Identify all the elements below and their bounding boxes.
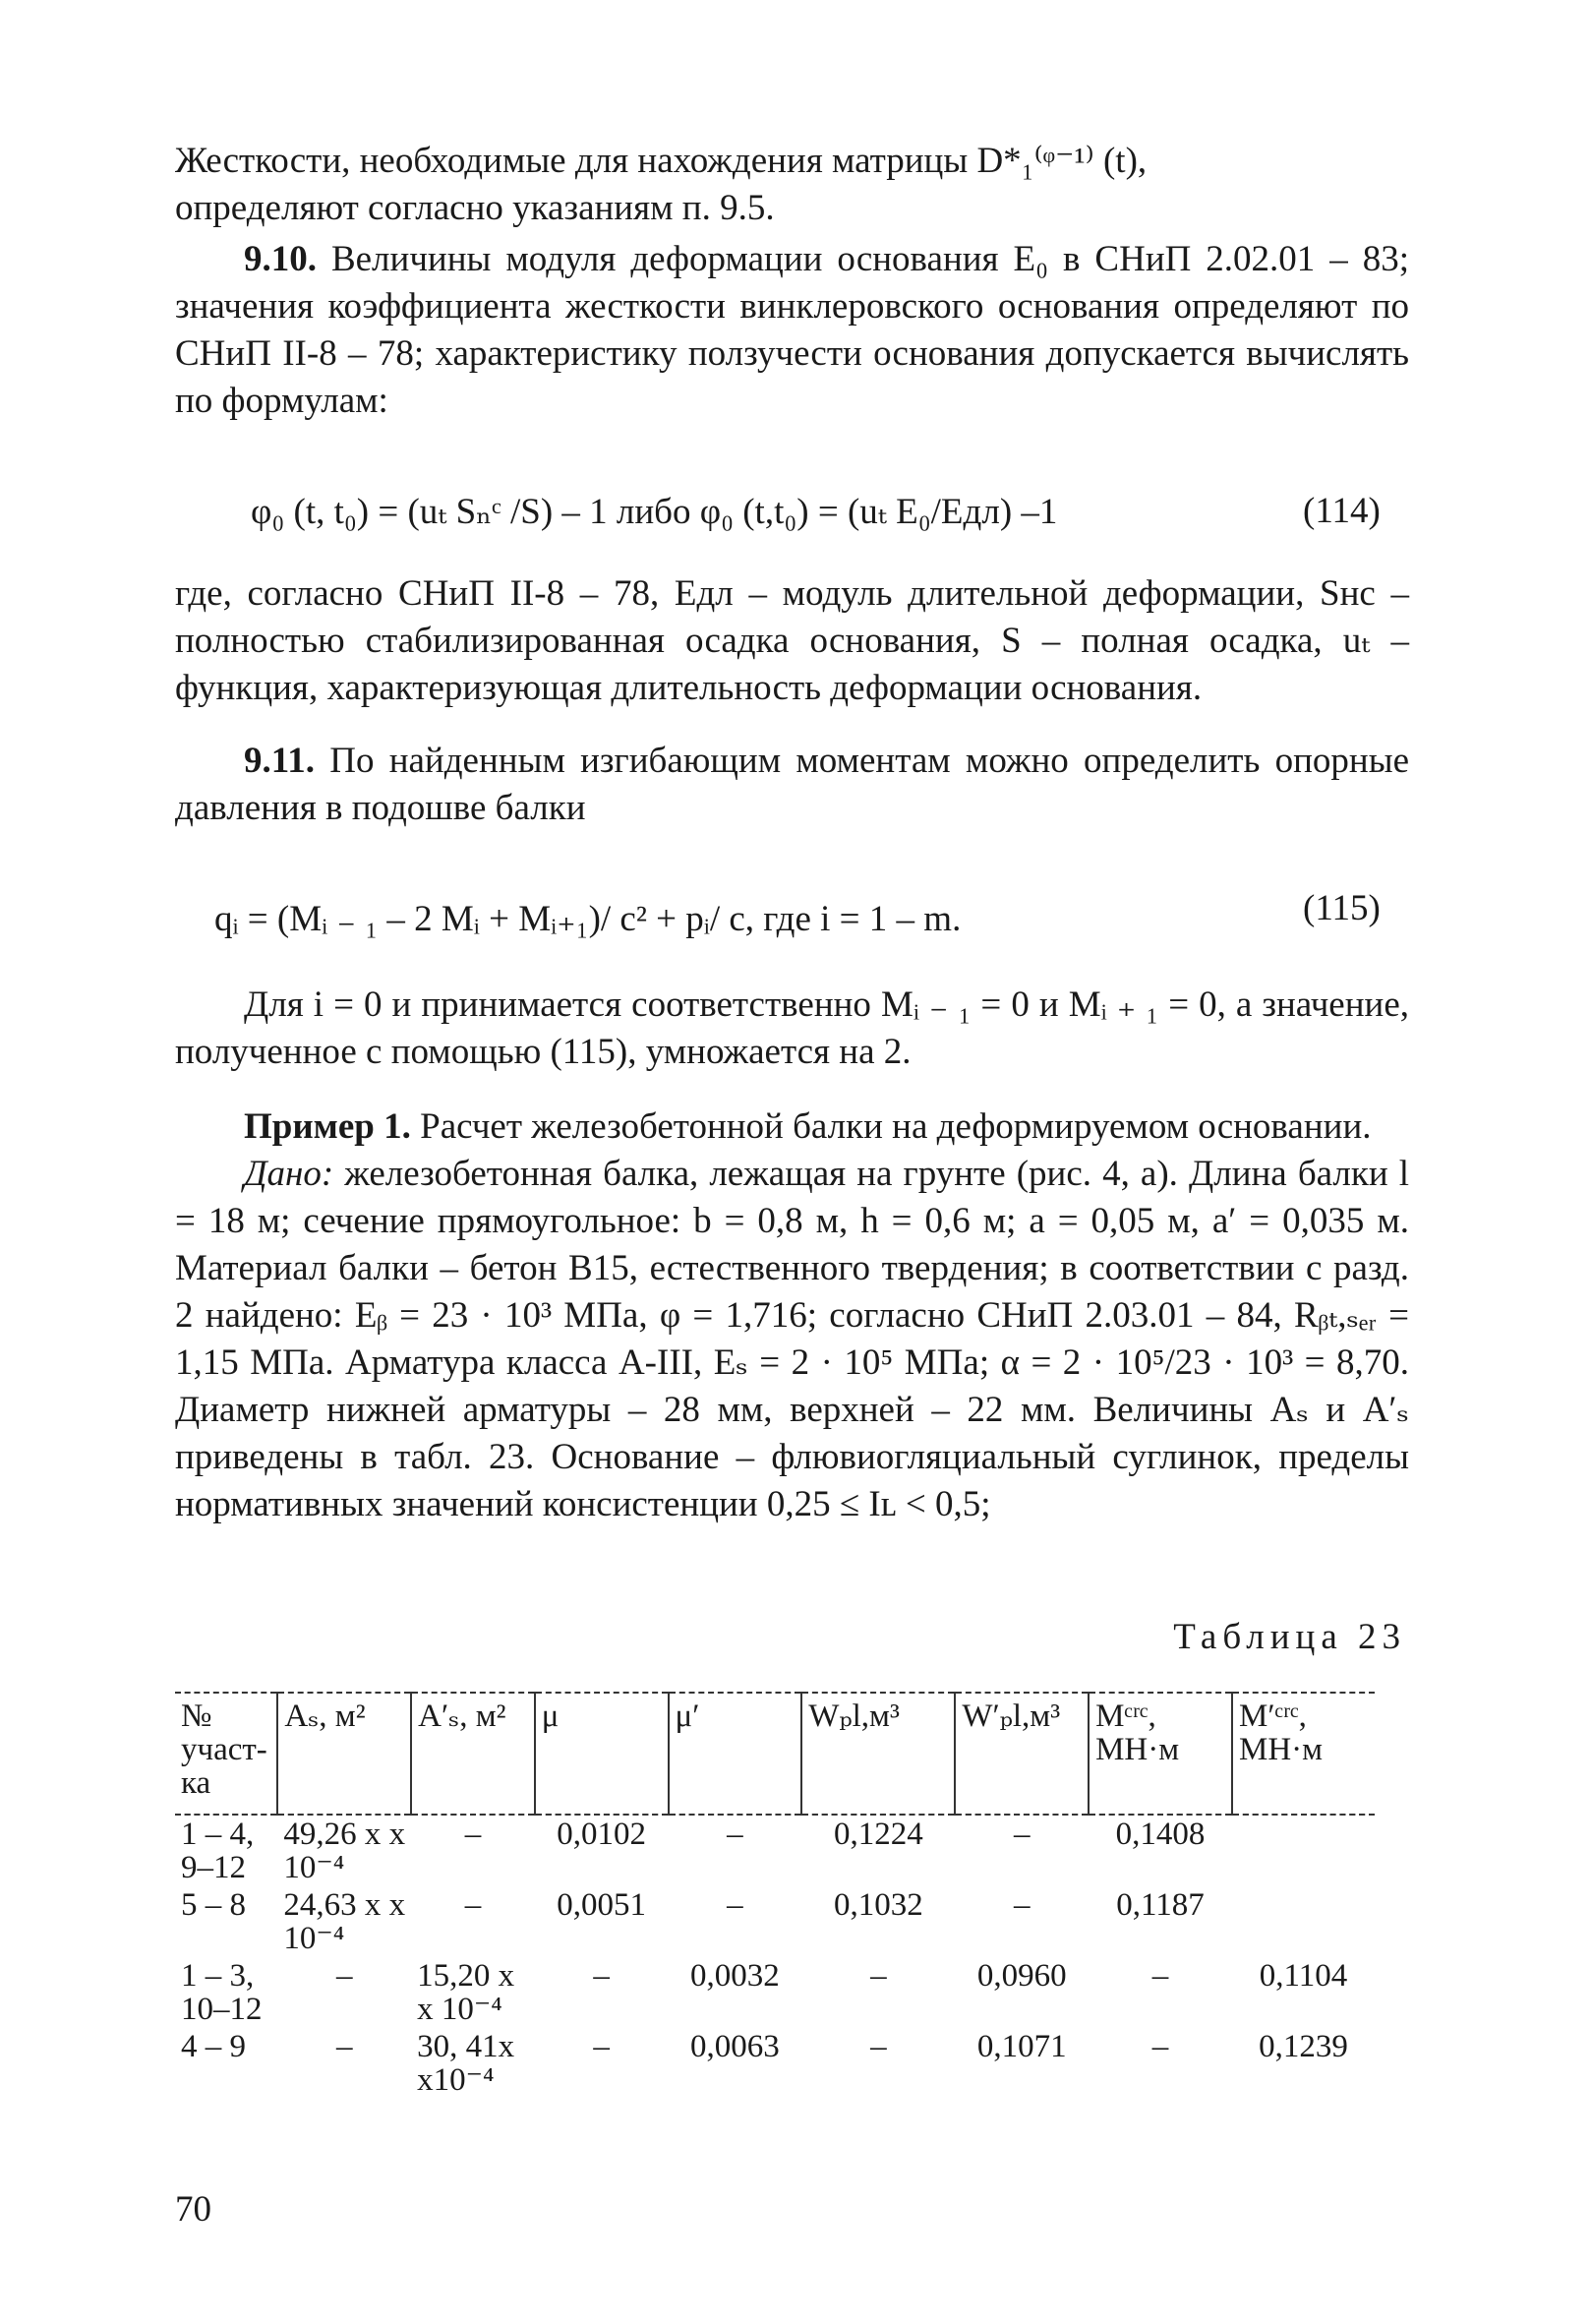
section-9-10-text: Величины модуля деформации основания E₀ в СНиП 2.02.01 – 83; значения коэффициента жесткости винклеровского основания определяют по СНиП II-8 – 78; характеристику ползучести основания допускается вычислять по формулам:: [175, 239, 1409, 421]
table-cell: –: [593, 1958, 610, 1994]
given-label: Дано:: [244, 1154, 334, 1194]
table-cell: –: [335, 2029, 353, 2064]
boundary-condition-paragraph: [175, 982, 1409, 1076]
table-row: [175, 2028, 1375, 2099]
explanation-text: где, согласно СНиП II-8 – 78, Eдл – модуль длительной деформации, Sнс – полностью стабилизированная осадка основания, S – полная осадка, uₜ – функция, характеризующая длительность деформации основания.: [175, 573, 1409, 708]
table-cell: 0,0032: [690, 1958, 780, 1994]
table-cell: 15,20 x x 10⁻⁴: [417, 1958, 515, 2027]
table-cell: 0,1032: [833, 1887, 923, 1923]
table-cell: 0,1187: [1116, 1887, 1205, 1923]
header-wpl: Wₚl,м³: [801, 1693, 955, 1815]
intro-paragraph: [175, 138, 1409, 232]
header-as: Aₛ, м²: [277, 1693, 411, 1815]
table-cell: 0,0063: [690, 2029, 780, 2064]
table-cell: –: [593, 2029, 610, 2064]
header-mu: μ: [535, 1693, 669, 1815]
formula-115: qᵢ = (Mᵢ ₋ ₁ – 2 Mᵢ + Mᵢ₊₁)/ c² + pᵢ/ c, где i = 1 – m.: [214, 899, 962, 939]
example-heading-text: Расчет железобетонной балки на деформируемом основании.: [410, 1106, 1372, 1147]
table-cell: 30, 41x x10⁻⁴: [417, 2029, 515, 2098]
table-cell: 0,1408: [1115, 1817, 1206, 1852]
table-cell: –: [1013, 1887, 1031, 1923]
table-header-row: [175, 1693, 1375, 1815]
table-cell: 0,0051: [557, 1887, 647, 1923]
table-row: [175, 1886, 1375, 1957]
table-row: [175, 1815, 1375, 1886]
table-cell: –: [1013, 1817, 1031, 1852]
table-cell: 24,63 x x 10⁻⁴: [283, 1887, 406, 1956]
table-title: Таблица 23: [1173, 1617, 1406, 1657]
intro-line-1: Жесткости, необходимые для нахождения матрицы D*₁⁽ᵠ⁻¹⁾ (t),: [175, 141, 1148, 181]
table-cell: 0,0102: [557, 1817, 647, 1852]
formula-114-number: (114): [1303, 491, 1381, 531]
formula-114-explanation: [175, 570, 1409, 712]
header-mu-prime: μ′: [669, 1693, 802, 1815]
table-cell: –: [727, 1817, 743, 1852]
header-section-number: № участ-ка: [175, 1693, 277, 1815]
example-1: [175, 1103, 1409, 1528]
boundary-condition-text: Для i = 0 и принимается соответственно Mᵢ ₋ ₁ = 0 и Mᵢ ₊ ₁ = 0, а значение, полученное с помощью (115), умножается на 2.: [175, 984, 1409, 1072]
table-cell: –: [464, 1887, 482, 1923]
section-9-10: [175, 236, 1409, 425]
given-text: железобетонная балка, лежащая на грунте (рис. 4, а). Длина балки l = 18 м; сечение прямоугольное: b = 0,8 м, h = 0,6 м; a = 0,05 м, a′ = 0,035 м. Материал балки – бетон B15, естественного твердения; в соответствии с разд. 2 найдено: Eᵦ = 23 · 10³ МПа, φ = 1,716; согласно СНиП 2.03.01 – 84, Rᵦₜ,ₛₑᵣ = 1,15 МПа. Арматура класса A-III, Eₛ = 2 · 10⁵ МПа; α = 2 · 10⁵/23 · 10³ = 8,70. Диаметр нижней арматуры – 28 мм, верхней – 22 мм. Величины Aₛ и A′ₛ приведены в табл. 23. Основание – флювиогляциальный суглинок, пределы нормативных значений консистенции 0,25 ≤ Iʟ < 0,5;: [175, 1154, 1409, 1524]
intro-line-2: определяют согласно указаниям п. 9.5.: [175, 188, 775, 228]
table-cell: –: [1151, 2029, 1169, 2064]
page-number: 70: [175, 2189, 211, 2230]
formula-115-number: (115): [1303, 888, 1381, 928]
header-mcrc: Mᶜʳᶜ, МН·м: [1089, 1693, 1232, 1815]
table-cell: –: [870, 2029, 887, 2064]
section-number-9-10: 9.10.: [244, 239, 317, 279]
table-cell: 0,1239: [1259, 2029, 1348, 2064]
table-cell: –: [1151, 1958, 1169, 1994]
table-cell: –: [727, 1887, 743, 1923]
table-cell: [1232, 1886, 1375, 1957]
table-cell: –: [870, 1958, 887, 1994]
table-cell: 1 – 4, 9–12: [181, 1817, 255, 1885]
table-cell: [1232, 1815, 1375, 1886]
section-9-11: [175, 738, 1409, 832]
header-wpl-prime: W′ₚl,м³: [955, 1693, 1089, 1815]
table-cell: 49,26 x x 10⁻⁴: [283, 1817, 406, 1885]
formula-114: φ₀ (t, t₀) = (uₜ Sₙᶜ /S) – 1 либо φ₀ (t,t₀) = (uₜ E₀/Eдл) –1: [251, 492, 1058, 532]
header-as-prime: A′ₛ, м²: [411, 1693, 535, 1815]
table-cell: 4 – 9: [181, 2029, 246, 2064]
table-cell: 0,1104: [1259, 1958, 1348, 1994]
table-cell: 5 – 8: [181, 1887, 246, 1923]
table-cell: 0,1224: [833, 1817, 923, 1852]
table-cell: 0,0960: [976, 1958, 1067, 1994]
table-23: [175, 1692, 1375, 2099]
table-cell: –: [335, 1958, 353, 1994]
table-cell: 0,1071: [976, 2029, 1067, 2064]
table-row: [175, 1957, 1375, 2028]
table-cell: 1 – 3, 10–12: [181, 1958, 263, 2027]
header-mcrc-prime: M′ᶜʳᶜ, МН·м: [1232, 1693, 1375, 1815]
section-number-9-11: 9.11.: [244, 741, 315, 781]
table-cell: –: [464, 1817, 482, 1852]
example-heading: Пример 1.: [244, 1106, 411, 1147]
section-9-11-text: По найденным изгибающим моментам можно определить опорные давления в подошве балки: [175, 741, 1409, 828]
